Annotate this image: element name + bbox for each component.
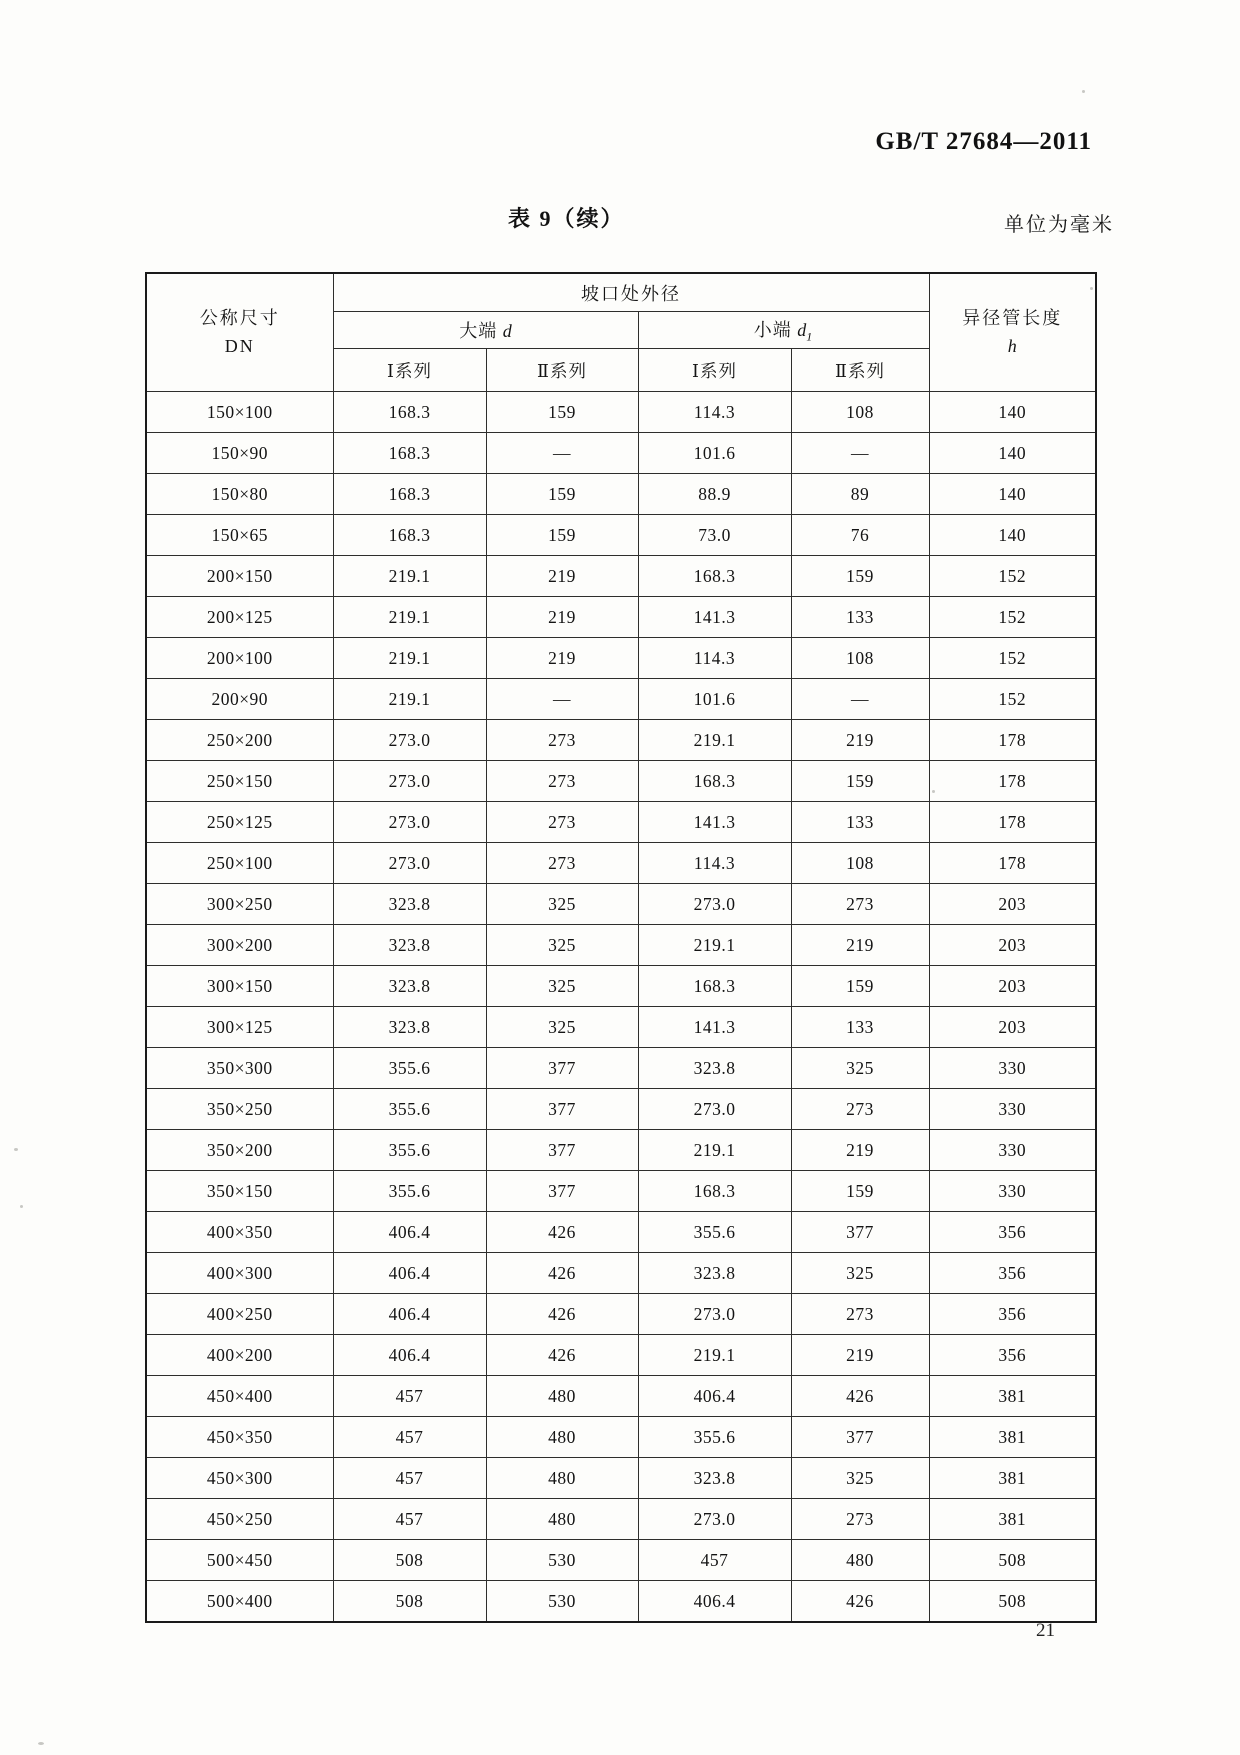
cell-dn: 350×200 [146, 1130, 333, 1171]
cell-small-end-series2: 377 [791, 1212, 929, 1253]
cell-small-end-series1: 273.0 [638, 1089, 791, 1130]
cell-small-end-series1: 457 [638, 1540, 791, 1581]
header-large-end-var: d [502, 321, 512, 341]
table-row [146, 1376, 1096, 1417]
cell-small-end-series1: 168.3 [638, 1171, 791, 1212]
cell-dn: 300×250 [146, 884, 333, 925]
header-series1-small-end: Ⅰ系列 [638, 349, 791, 392]
cell-dn: 150×90 [146, 433, 333, 474]
cell-length: 152 [929, 597, 1096, 638]
cell-dn: 250×200 [146, 720, 333, 761]
cell-small-end-series2: 219 [791, 1130, 929, 1171]
cell-large-end-series1: 355.6 [333, 1048, 486, 1089]
cell-small-end-series2: 273 [791, 1294, 929, 1335]
cell-large-end-series2: 480 [486, 1417, 638, 1458]
cell-large-end-series2: 377 [486, 1048, 638, 1089]
cell-large-end-series1: 406.4 [333, 1294, 486, 1335]
cell-large-end-series1: 355.6 [333, 1130, 486, 1171]
cell-small-end-series1: 114.3 [638, 392, 791, 433]
cell-length: 381 [929, 1458, 1096, 1499]
unit-note: 单位为毫米 [1004, 214, 1114, 236]
cell-large-end-series1: 355.6 [333, 1171, 486, 1212]
header-small-end [638, 312, 929, 349]
cell-large-end-series1: 457 [333, 1376, 486, 1417]
cell-small-end-series1: 141.3 [638, 1007, 791, 1048]
cell-length: 356 [929, 1294, 1096, 1335]
cell-small-end-series1: 323.8 [638, 1253, 791, 1294]
table-row [146, 802, 1096, 843]
table-row [146, 720, 1096, 761]
cell-large-end-series1: 406.4 [333, 1253, 486, 1294]
cell-large-end-series2: 219 [486, 556, 638, 597]
cell-large-end-series2: 426 [486, 1212, 638, 1253]
cell-dn: 200×150 [146, 556, 333, 597]
table-row [146, 1130, 1096, 1171]
cell-small-end-series2: 133 [791, 597, 929, 638]
cell-dn: 150×65 [146, 515, 333, 556]
header-series2-large-end: Ⅱ系列 [486, 349, 638, 392]
cell-dn: 450×400 [146, 1376, 333, 1417]
cell-dn: 150×80 [146, 474, 333, 515]
cell-small-end-series2: 159 [791, 761, 929, 802]
table-row [146, 392, 1096, 433]
cell-large-end-series2: 325 [486, 884, 638, 925]
cell-dn: 400×250 [146, 1294, 333, 1335]
cell-large-end-series1: 273.0 [333, 761, 486, 802]
cell-large-end-series1: 219.1 [333, 679, 486, 720]
cell-dn: 500×400 [146, 1581, 333, 1623]
cell-large-end-series1: 355.6 [333, 1089, 486, 1130]
cell-small-end-series2: 273 [791, 884, 929, 925]
cell-small-end-series1: 101.6 [638, 679, 791, 720]
cell-length: 381 [929, 1499, 1096, 1540]
table-row [146, 1212, 1096, 1253]
cell-length: 356 [929, 1335, 1096, 1376]
cell-large-end-series2: 480 [486, 1458, 638, 1499]
cell-large-end-series2: 159 [486, 392, 638, 433]
cell-large-end-series1: 457 [333, 1458, 486, 1499]
cell-dn: 450×350 [146, 1417, 333, 1458]
cell-dn: 300×125 [146, 1007, 333, 1048]
cell-large-end-series2: 325 [486, 925, 638, 966]
header-small-end-var: d [797, 319, 807, 340]
cell-dn: 400×300 [146, 1253, 333, 1294]
cell-large-end-series2: 273 [486, 761, 638, 802]
cell-small-end-series2: 76 [791, 515, 929, 556]
cell-large-end-series2: 377 [486, 1130, 638, 1171]
cell-small-end-series2: 159 [791, 966, 929, 1007]
cell-length: 356 [929, 1253, 1096, 1294]
table-row [146, 1540, 1096, 1581]
header-nominal-size-label: 公称尺寸 [199, 307, 280, 328]
cell-dn: 350×150 [146, 1171, 333, 1212]
cell-length: 178 [929, 802, 1096, 843]
cell-large-end-series2: 426 [486, 1253, 638, 1294]
table-row [146, 1417, 1096, 1458]
cell-dn: 250×100 [146, 843, 333, 884]
cell-large-end-series2: 426 [486, 1294, 638, 1335]
cell-small-end-series2: 325 [791, 1048, 929, 1089]
table-row [146, 1335, 1096, 1376]
header-outer-diameter-group: 坡口处外径 [333, 273, 929, 312]
cell-length: 140 [929, 515, 1096, 556]
scan-artifact [932, 790, 935, 793]
cell-large-end-series1: 508 [333, 1540, 486, 1581]
cell-small-end-series1: 323.8 [638, 1048, 791, 1089]
cell-large-end-series1: 323.8 [333, 1007, 486, 1048]
table-row [146, 515, 1096, 556]
cell-length: 203 [929, 925, 1096, 966]
cell-small-end-series2: 219 [791, 925, 929, 966]
cell-small-end-series2: 325 [791, 1458, 929, 1499]
cell-small-end-series1: 219.1 [638, 1335, 791, 1376]
table-row [146, 925, 1096, 966]
cell-dn: 200×100 [146, 638, 333, 679]
cell-large-end-series1: 168.3 [333, 515, 486, 556]
cell-dn: 450×300 [146, 1458, 333, 1499]
cell-large-end-series2: 273 [486, 720, 638, 761]
table-row [146, 966, 1096, 1007]
cell-large-end-series2: 273 [486, 802, 638, 843]
cell-dn: 250×150 [146, 761, 333, 802]
cell-dn: 300×200 [146, 925, 333, 966]
cell-small-end-series2: — [791, 433, 929, 474]
cell-large-end-series1: 457 [333, 1499, 486, 1540]
header-nominal-size-dn: DN [224, 335, 255, 356]
header-small-end-sub: 1 [806, 329, 814, 344]
cell-large-end-series1: 406.4 [333, 1212, 486, 1253]
cell-length: 330 [929, 1130, 1096, 1171]
cell-small-end-series1: 168.3 [638, 966, 791, 1007]
header-series2-small-end: Ⅱ系列 [791, 349, 929, 392]
table-row [146, 761, 1096, 802]
cell-length: 152 [929, 679, 1096, 720]
cell-dn: 350×250 [146, 1089, 333, 1130]
table-row [146, 1581, 1096, 1623]
cell-small-end-series2: 108 [791, 843, 929, 884]
cell-dn: 150×100 [146, 392, 333, 433]
cell-length: 152 [929, 556, 1096, 597]
cell-small-end-series2: 480 [791, 1540, 929, 1581]
cell-length: 508 [929, 1540, 1096, 1581]
table-row [146, 433, 1096, 474]
table-row [146, 1294, 1096, 1335]
table-row [146, 597, 1096, 638]
cell-small-end-series1: 141.3 [638, 802, 791, 843]
cell-small-end-series2: 426 [791, 1376, 929, 1417]
cell-dn: 500×450 [146, 1540, 333, 1581]
cell-small-end-series2: 325 [791, 1253, 929, 1294]
cell-dn: 250×125 [146, 802, 333, 843]
header-reducer-length-label: 异径管长度 [962, 307, 1063, 328]
cell-large-end-series2: — [486, 433, 638, 474]
cell-small-end-series1: 323.8 [638, 1458, 791, 1499]
table-row [146, 474, 1096, 515]
cell-large-end-series2: — [486, 679, 638, 720]
cell-large-end-series2: 480 [486, 1499, 638, 1540]
header-large-end-label: 大端 [459, 321, 498, 341]
cell-large-end-series2: 219 [486, 597, 638, 638]
cell-length: 178 [929, 761, 1096, 802]
header-small-end-label: 小端 [753, 319, 792, 340]
scan-artifact [1082, 90, 1085, 93]
cell-large-end-series2: 219 [486, 638, 638, 679]
standard-number: GB/T 27684—2011 [875, 128, 1092, 155]
header-large-end [333, 312, 638, 349]
cell-length: 356 [929, 1212, 1096, 1253]
cell-small-end-series1: 114.3 [638, 638, 791, 679]
cell-small-end-series2: 377 [791, 1417, 929, 1458]
table-row [146, 1253, 1096, 1294]
cell-dn: 350×300 [146, 1048, 333, 1089]
scan-artifact [1090, 287, 1093, 290]
cell-small-end-series2: 159 [791, 1171, 929, 1212]
table-row [146, 1048, 1096, 1089]
cell-small-end-series2: 159 [791, 556, 929, 597]
cell-large-end-series2: 377 [486, 1089, 638, 1130]
cell-small-end-series1: 101.6 [638, 433, 791, 474]
cell-small-end-series2: 273 [791, 1499, 929, 1540]
cell-small-end-series2: 108 [791, 392, 929, 433]
cell-dn: 400×200 [146, 1335, 333, 1376]
cell-large-end-series1: 219.1 [333, 597, 486, 638]
cell-small-end-series2: 133 [791, 802, 929, 843]
cell-small-end-series2: 133 [791, 1007, 929, 1048]
table-row [146, 1458, 1096, 1499]
cell-small-end-series1: 219.1 [638, 925, 791, 966]
cell-large-end-series1: 168.3 [333, 433, 486, 474]
reducer-dimension-table [145, 272, 1097, 1623]
cell-large-end-series1: 168.3 [333, 392, 486, 433]
cell-large-end-series1: 457 [333, 1417, 486, 1458]
scan-artifact [38, 1742, 44, 1745]
cell-large-end-series2: 159 [486, 474, 638, 515]
cell-small-end-series1: 219.1 [638, 720, 791, 761]
header-series1-large-end: Ⅰ系列 [333, 349, 486, 392]
cell-large-end-series2: 273 [486, 843, 638, 884]
cell-large-end-series2: 426 [486, 1335, 638, 1376]
cell-large-end-series2: 325 [486, 1007, 638, 1048]
table-title: 表 9（续） [508, 206, 625, 231]
cell-small-end-series1: 141.3 [638, 597, 791, 638]
table-row [146, 1171, 1096, 1212]
cell-small-end-series2: 219 [791, 720, 929, 761]
cell-small-end-series1: 406.4 [638, 1376, 791, 1417]
header-nominal-size [146, 273, 333, 392]
cell-small-end-series1: 355.6 [638, 1417, 791, 1458]
cell-length: 330 [929, 1171, 1096, 1212]
cell-length: 508 [929, 1581, 1096, 1623]
cell-dn: 200×125 [146, 597, 333, 638]
cell-large-end-series1: 323.8 [333, 884, 486, 925]
cell-length: 330 [929, 1048, 1096, 1089]
cell-large-end-series2: 480 [486, 1376, 638, 1417]
cell-length: 203 [929, 884, 1096, 925]
cell-large-end-series1: 323.8 [333, 966, 486, 1007]
cell-dn: 450×250 [146, 1499, 333, 1540]
cell-small-end-series2: 108 [791, 638, 929, 679]
cell-large-end-series1: 273.0 [333, 720, 486, 761]
cell-small-end-series2: 89 [791, 474, 929, 515]
cell-length: 178 [929, 843, 1096, 884]
cell-small-end-series1: 273.0 [638, 884, 791, 925]
cell-large-end-series2: 530 [486, 1540, 638, 1581]
cell-dn: 400×350 [146, 1212, 333, 1253]
cell-small-end-series1: 168.3 [638, 556, 791, 597]
cell-small-end-series2: — [791, 679, 929, 720]
cell-small-end-series2: 273 [791, 1089, 929, 1130]
scan-artifact [20, 1205, 23, 1208]
cell-length: 140 [929, 474, 1096, 515]
header-reducer-length [929, 273, 1096, 392]
cell-large-end-series1: 219.1 [333, 638, 486, 679]
table-row [146, 884, 1096, 925]
cell-dn: 300×150 [146, 966, 333, 1007]
cell-small-end-series1: 219.1 [638, 1130, 791, 1171]
cell-small-end-series1: 273.0 [638, 1499, 791, 1540]
table-row [146, 843, 1096, 884]
cell-small-end-series1: 88.9 [638, 474, 791, 515]
page-number: 21 [1036, 1620, 1055, 1641]
table-row [146, 1007, 1096, 1048]
table-row [146, 638, 1096, 679]
cell-large-end-series1: 508 [333, 1581, 486, 1623]
cell-small-end-series1: 73.0 [638, 515, 791, 556]
cell-length: 203 [929, 966, 1096, 1007]
cell-length: 381 [929, 1417, 1096, 1458]
cell-dn: 200×90 [146, 679, 333, 720]
cell-large-end-series2: 377 [486, 1171, 638, 1212]
cell-length: 140 [929, 433, 1096, 474]
cell-large-end-series2: 530 [486, 1581, 638, 1623]
cell-length: 203 [929, 1007, 1096, 1048]
cell-small-end-series2: 426 [791, 1581, 929, 1623]
cell-small-end-series1: 168.3 [638, 761, 791, 802]
scan-artifact [14, 1148, 18, 1151]
header-reducer-length-var: h [1007, 335, 1017, 356]
cell-large-end-series2: 325 [486, 966, 638, 1007]
cell-large-end-series1: 219.1 [333, 556, 486, 597]
cell-length: 140 [929, 392, 1096, 433]
cell-large-end-series2: 159 [486, 515, 638, 556]
cell-small-end-series2: 219 [791, 1335, 929, 1376]
table-row [146, 556, 1096, 597]
cell-length: 381 [929, 1376, 1096, 1417]
table-row [146, 679, 1096, 720]
cell-large-end-series1: 273.0 [333, 802, 486, 843]
cell-large-end-series1: 168.3 [333, 474, 486, 515]
cell-small-end-series1: 406.4 [638, 1581, 791, 1623]
cell-small-end-series1: 273.0 [638, 1294, 791, 1335]
cell-large-end-series1: 406.4 [333, 1335, 486, 1376]
cell-small-end-series1: 114.3 [638, 843, 791, 884]
table-row [146, 1499, 1096, 1540]
cell-large-end-series1: 323.8 [333, 925, 486, 966]
cell-length: 330 [929, 1089, 1096, 1130]
cell-small-end-series1: 355.6 [638, 1212, 791, 1253]
cell-length: 178 [929, 720, 1096, 761]
cell-length: 152 [929, 638, 1096, 679]
cell-large-end-series1: 273.0 [333, 843, 486, 884]
table-row [146, 1089, 1096, 1130]
